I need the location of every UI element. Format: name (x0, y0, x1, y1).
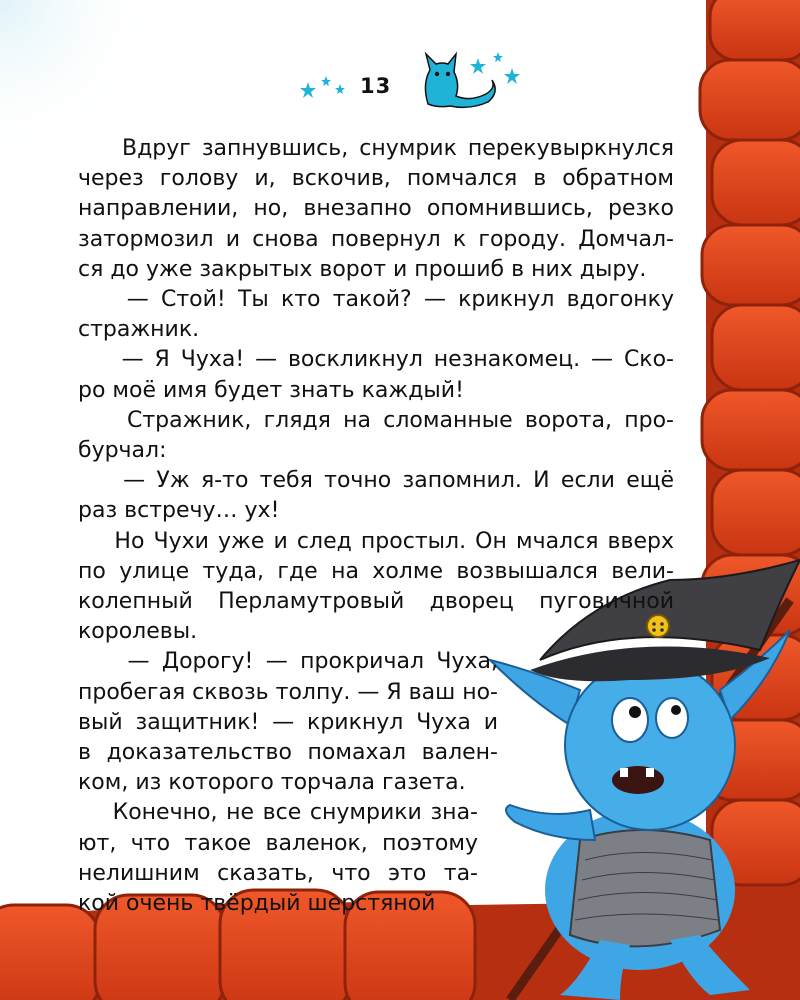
page-number: 13 (360, 74, 392, 98)
text-line: колепный Перламутровый дворец пуговичной (78, 589, 674, 615)
cat-icon (425, 54, 495, 107)
text-line: ро моё имя будет знать каждый! (78, 377, 464, 403)
text-line: — Уж я-то тебя точно запомнил. И если ещё (78, 468, 674, 494)
text-line: раз встречу… ух! (78, 498, 280, 524)
text-line: пробегая сквозь толпу. — Я ваш но- (78, 679, 498, 705)
text-line: нелишним сказать, что это та- (78, 860, 478, 886)
text-line: кой очень твёрдый шерстяной (78, 891, 436, 917)
text-line: ся до уже закрытых ворот и прошиб в них дыру. (78, 256, 647, 282)
text-line: по улице туда, где на холме возвышался вели- (78, 558, 674, 584)
text-line: стражник. (78, 317, 200, 343)
text-line: затормозил и снова повернул к городу. Домчал- (78, 226, 674, 252)
text-line: — Стой! Ты кто такой? — крикнул вдогонку (78, 287, 674, 313)
text-line: Стражник, глядя на сломанные ворота, про- (78, 407, 674, 433)
text-line: Но Чухи уже и след простыл. Он мчался вверх (78, 528, 674, 554)
story-text (78, 134, 674, 919)
text-line: — Дорогу! — прокричал Чуха, (78, 649, 498, 675)
text-line: направлении, но, внезапно опомнившись, резко (78, 196, 674, 222)
page-header-ornament (300, 44, 530, 114)
text-line: королевы. (78, 619, 198, 645)
text-line: вый защитник! — крикнул Чуха и (78, 709, 498, 735)
text-line: бурчал: (78, 438, 167, 464)
text-line: в доказательство помахал вален- (78, 740, 498, 766)
text-line: — Я Чуха! — воскликнул незнакомец. — Ско- (78, 347, 674, 373)
text-line: Конечно, не все снумрики зна- (78, 800, 478, 826)
text-line: ют, что такое валенок, поэтому (78, 830, 478, 856)
star-icon (300, 52, 520, 98)
text-line: через голову и, вскочив, помчался в обратном (78, 166, 674, 192)
text-line: Вдруг запнувшись, снумрик перекувыркнулся (78, 136, 674, 161)
text-line: ком, из которого торчала газета. (78, 770, 466, 796)
